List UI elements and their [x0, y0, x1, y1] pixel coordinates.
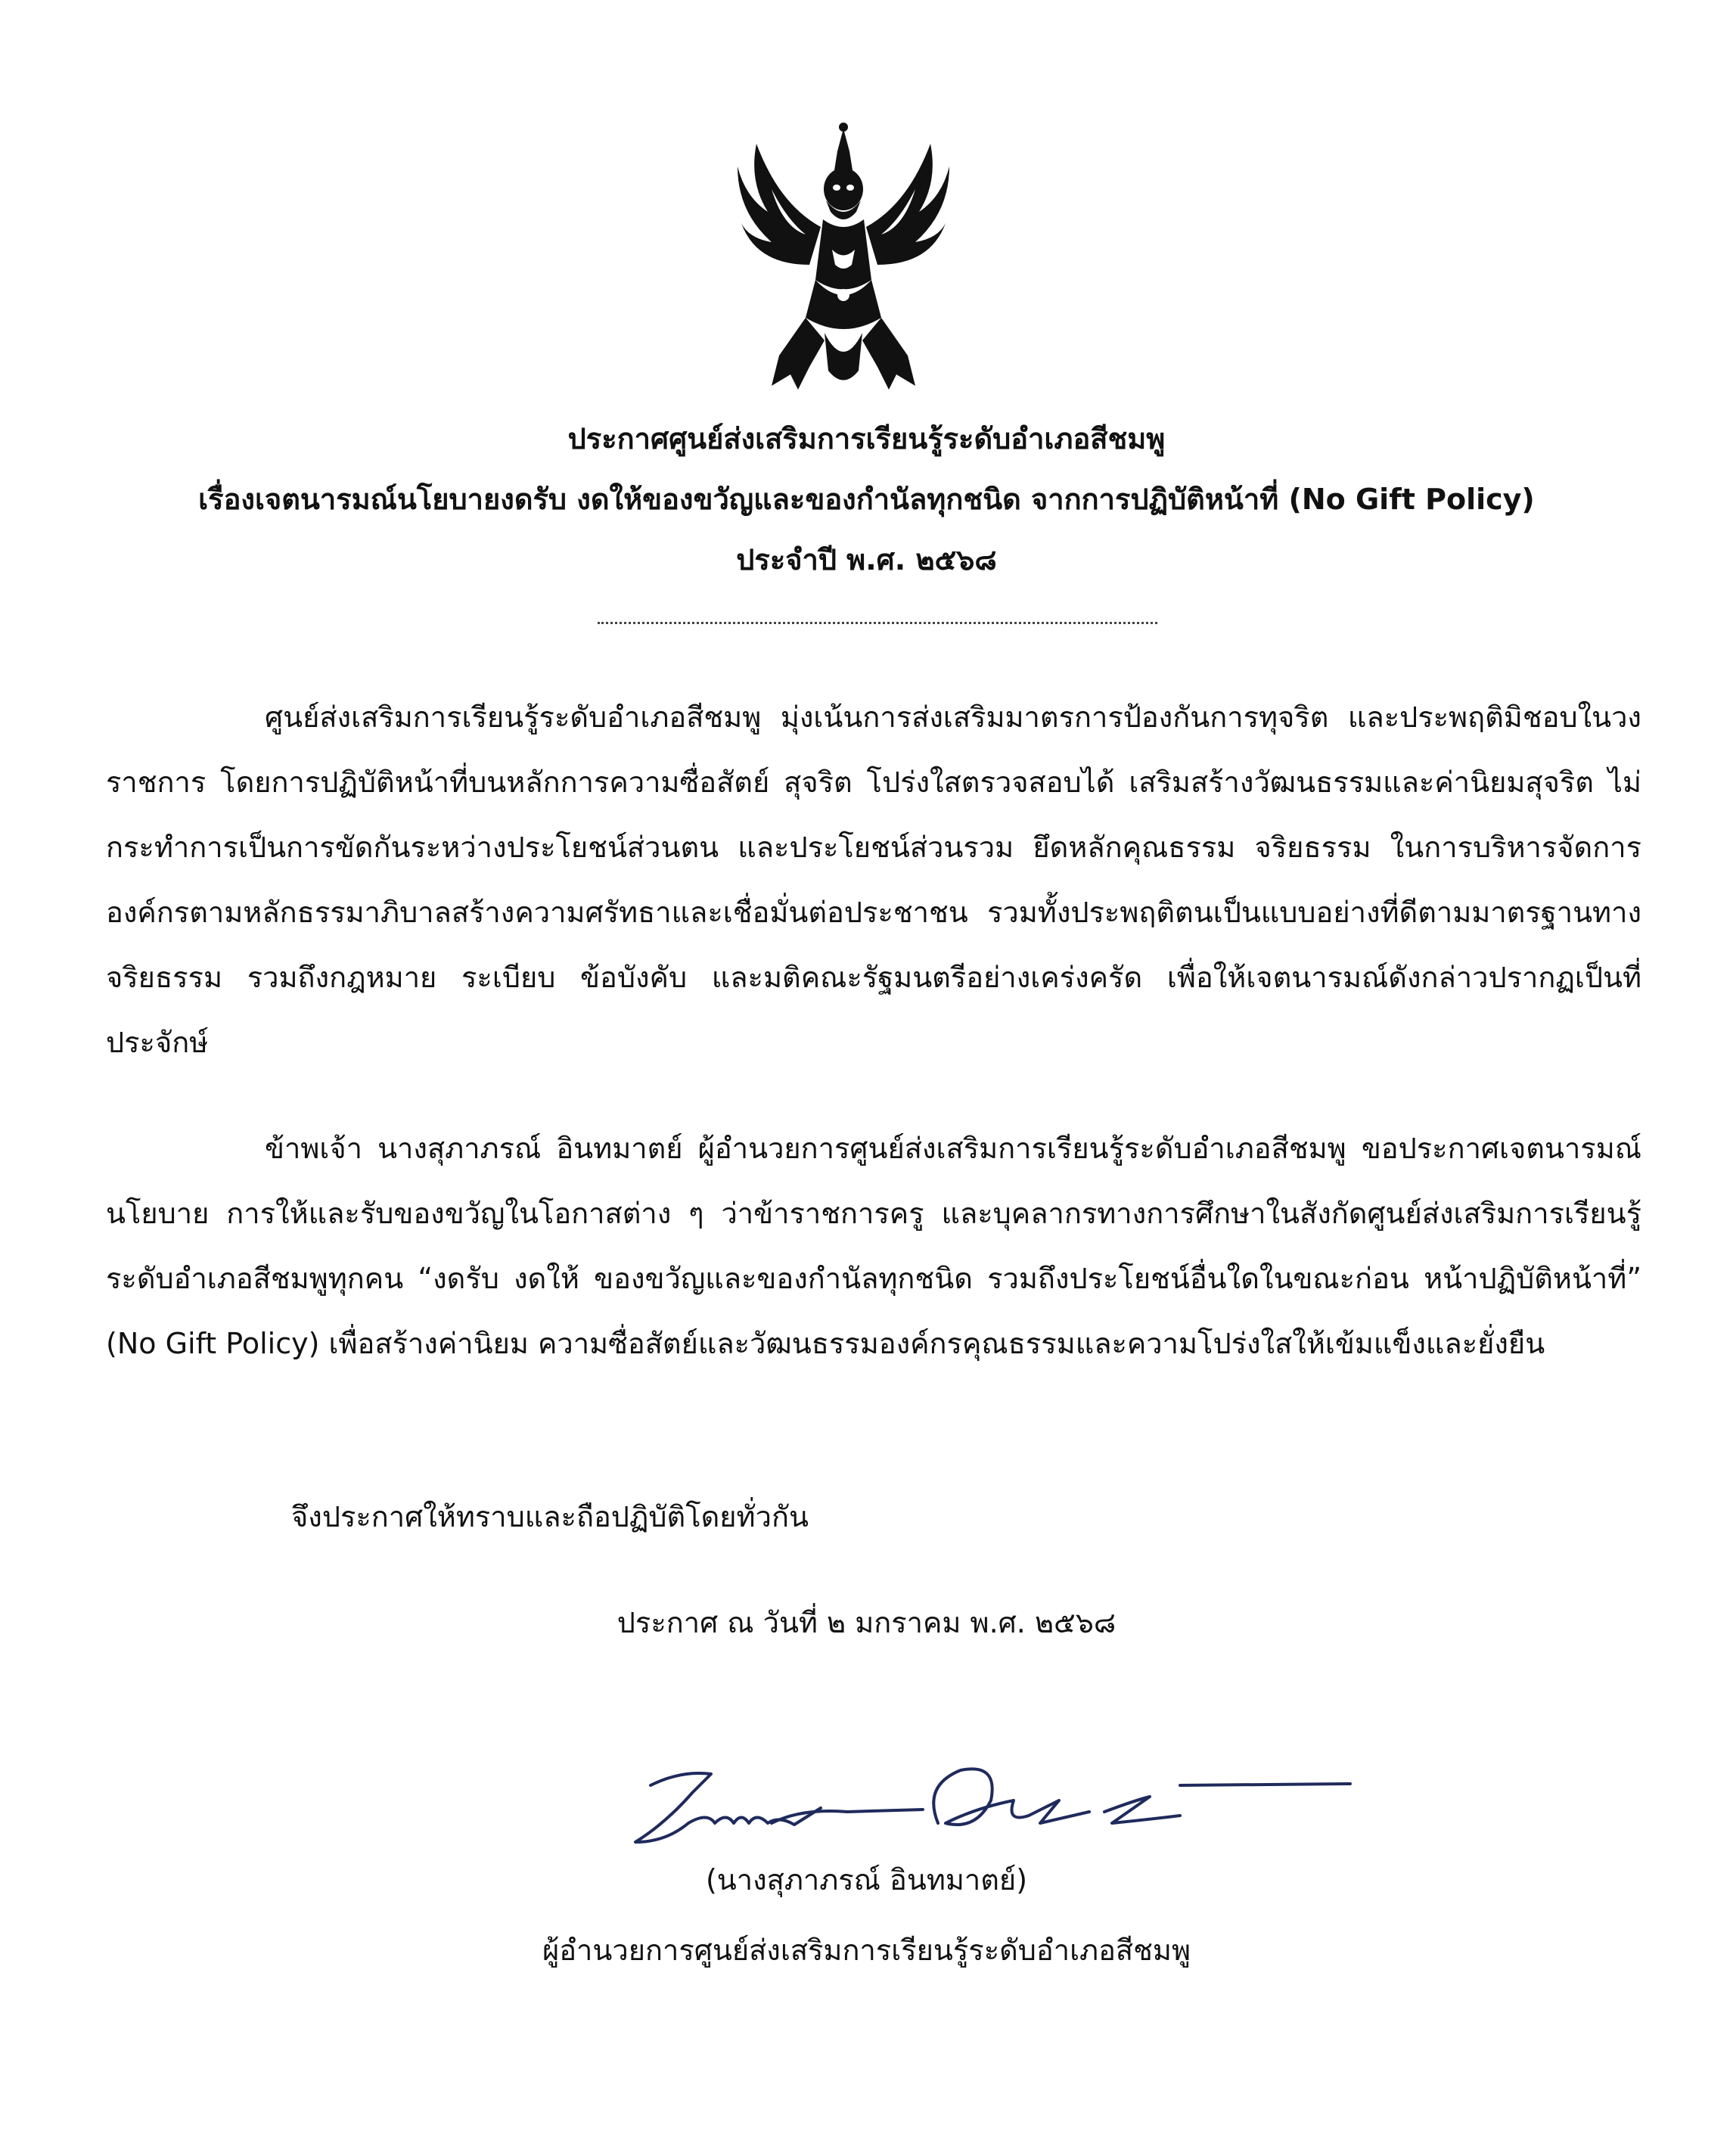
body-paragraph-2: [106, 1116, 1641, 1376]
signer-name: (นางสุภาภรณ์ อินทมาตย์): [705, 1863, 1028, 1897]
header-title: ประกาศศูนย์ส่งเสริมการเรียนรู้ระดับอำเภอสีชมพู: [567, 422, 1166, 455]
header-subject: เรื่องเจตนารมณ์นโยบายงดรับ งดให้ของขวัญและของกำนัลทุกชนิด จากการปฏิบัติหน้าที่ (No Gift Policy): [198, 483, 1535, 516]
garuda-emblem-icon: [726, 113, 961, 393]
closing-statement: จึงประกาศให้ทราบและถือปฏิบัติโดยทั่วกัน: [291, 1500, 809, 1533]
header-year: ประจำปี พ.ศ. ๒๕๖๘: [736, 543, 997, 576]
paragraph-1-text: ศูนย์ส่งเสริมการเรียนรู้ระดับอำเภอสีชมพู มุ่งเน้นการส่งเสริมมาตรการป้องกันการทุจริต และประพฤติมิชอบในวงราชการ โดยการปฏิบัติหน้าที่บนหลักการความซื่อสัตย์ สุจริต โปร่งใสตรวจสอบได้ เสริมสร้างวัฒนธรรมและค่านิยมสุจริต ไม่กระทำการเป็นการขัดกันระหว่างประโยชน์ส่วนตน และประโยชน์ส่วนรวม ยึดหลักคุณธรรม จริยธรรม ในการบริหารจัดการองค์กรตามหลักธรรมาภิบาลสร้างความศรัทธาและเชื่อมั่นต่อประชาชน รวมทั้งประพฤติตนเป็นแบบอย่างที่ดีตามมาตรฐานทางจริยธรรม รวมถึงกฎหมาย ระเบียบ ข้อบังคับ และมติคณะรัฐมนตรีอย่างเคร่งครัด เพื่อให้เจตนารมณ์ดังกล่าวปรากฏเป็นที่ประจักษ์: [106, 701, 1641, 1059]
divider: [598, 622, 1157, 624]
announcement-header: [76, 409, 1657, 590]
body-paragraph-1: [106, 685, 1641, 1075]
announcement-date: ประกาศ ณ วันที่ ๒ มกราคม พ.ศ. ๒๕๖๘: [616, 1606, 1117, 1639]
signer-position: ผู้อำนวยการศูนย์ส่งเสริมการเรียนรู้ระดับอำเภอสีชมพู: [542, 1934, 1191, 1967]
signature: [620, 1740, 1362, 1861]
paragraph-2-text: ข้าพเจ้า นางสุภาภรณ์ อินทมาตย์ ผู้อำนวยการศูนย์ส่งเสริมการเรียนรู้ระดับอำเภอสีชมพู ขอประกาศเจตนารมณ์นโยบาย การให้และรับของขวัญในโอกาสต่าง ๆ ว่าข้าราชการครู และบุคลากรทางการศึกษาในสังกัดศูนย์ส่งเสริมการเรียนรู้ระดับอำเภอสีชมพูทุกคน “งดรับ งดให้ ของขวัญและของกำนัลทุกชนิด รวมถึงประโยชน์อื่นใดในขณะก่อน หน้าปฏิบัติหน้าที่” (No Gift Policy) เพื่อสร้างค่านิยม ความซื่อสัตย์และวัฒนธรรมองค์กรคุณธรรมและความโปร่งใสให้เข้มแข็งและยั่งยืน: [106, 1132, 1641, 1360]
